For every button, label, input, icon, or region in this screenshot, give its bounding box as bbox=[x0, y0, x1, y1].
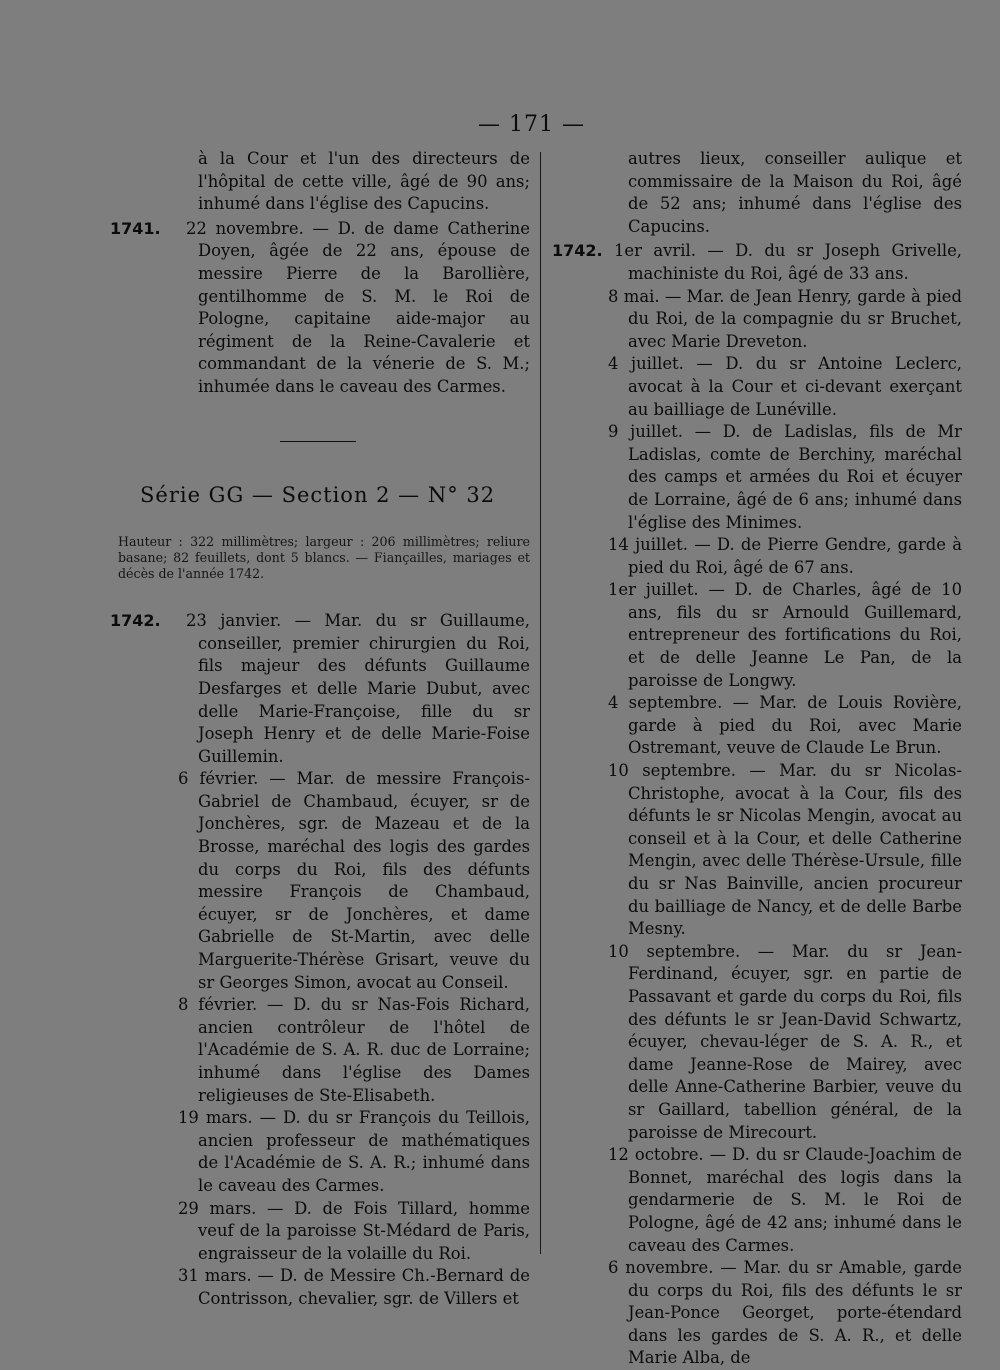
right-column bbox=[552, 148, 962, 1370]
entry-right-8: 10 septembre. — Mar. du sr Jean-Ferdinand, écuyer, sgr. en partie de Passavant et garde du corps du Roi, fils des défunts le sr Jean-David Schwartz, écuyer, chevau-léger de S. A. R., et dame Jeanne-Rose de Mairey, avec delle Anne-Catherine Barbier, veuve du sr Gaillard, tabellion général, de la paroisse de Mirecourt. bbox=[608, 941, 962, 1142]
left-continuation: à la Cour et l'un des directeurs de l'hôpital de cette ville, âgé de 90 ans; inhumé dans l'église des Capucins. bbox=[198, 149, 530, 214]
volume-description: Hauteur : 322 millimètres; largeur : 206 millimètres; reliure basane; 82 feuillets, dont 5 blancs. — Fiançailles, mariages et décès de l'année 1742. bbox=[118, 534, 530, 582]
entry-left-0: 1742. 23 janvier. — Mar. du sr Guillaume, conseiller, premier chirurgien du Roi, fils majeur des défunts Guillaume Desfarges et delle Marie Dubut, avec delle Marie-Françoise, fille du sr Joseph Henry et de delle Marie-Foise Guillemin. bbox=[110, 611, 530, 766]
section-rule bbox=[280, 441, 356, 442]
year-label: 1742. bbox=[552, 241, 603, 261]
entry-left-5: 31 mars. — D. de Messire Ch.-Bernard de Contrisson, chevalier, sgr. de Villers et bbox=[178, 1266, 530, 1308]
entry-1741: 1741. 22 novembre. — D. de dame Catherine Doyen, âgée de 22 ans, épouse de messire Pierre de la Barollière, gentilhomme de S. M. le Roi de Pologne, capitaine aide-major au régiment de la Reine-Cavalerie et commandant de la vénerie de S. M.; inhumée dans le caveau des Carmes. bbox=[110, 218, 530, 396]
left-column bbox=[110, 148, 530, 1311]
year-label: 1741. bbox=[110, 218, 161, 238]
entry-right-10: 6 novembre. — Mar. du sr Amable, garde du corps du Roi, fils des défunts le sr Jean-Ponce Georget, porte-étendard dans les gardes de S. A. R., et delle Marie Alba, de bbox=[608, 1258, 962, 1368]
entry-right-3: 9 juillet. — D. de Ladislas, fils de Mr Ladislas, comte de Berchiny, maréchal des camps et armées du Roi et écuyer de Lorraine, âgé de 6 ans; inhumé dans l'église des Minimes. bbox=[608, 422, 962, 532]
entry-right-9: 12 octobre. — D. du sr Claude-Joachim de Bonnet, maréchal des logis dans la gendarmerie de S. M. le Roi de Pologne, âgé de 42 ans; inhumé dans le caveau des Carmes. bbox=[608, 1145, 962, 1255]
column-divider bbox=[540, 152, 541, 1254]
entry-right-5: 1er juillet. — D. de Charles, âgé de 10 ans, fils du sr Arnould Guillemard, entrepreneur des fortifications du Roi, et de delle Jeanne Le Pan, de la paroisse de Longwy. bbox=[608, 580, 962, 690]
entry-right-4: 14 juillet. — D. de Pierre Gendre, garde à pied du Roi, âgé de 67 ans. bbox=[608, 535, 962, 577]
entry-left-1: 6 février. — Mar. de messire François-Gabriel de Chambaud, écuyer, sr de Jonchères, sgr. de Mazeau et de la Brosse, maréchal des logis des gardes du corps du Roi, fils des défunts messire François de Chambaud, écuyer, sr de Jonchères, et dame Gabrielle de St-Martin, avec delle Marguerite-Thérèse Grisart, veuve du sr Georges Simon, avocat au Conseil. bbox=[178, 769, 530, 992]
entry-right-7: 10 septembre. — Mar. du sr Nicolas-Christophe, avocat à la Cour, fils des défunts le sr Nicolas Mengin, avocat au conseil et à la Cour, et delle Catherine Mengin, avec delle Thérèse-Ursule, fille du sr Nas Bainville, ancien procureur du bailliage de Nancy, et de delle Barbe Mesny. bbox=[608, 761, 962, 939]
page-number: — 171 — bbox=[478, 112, 585, 137]
entry-left-3: 19 mars. — D. du sr François du Teillois, ancien professeur de mathématiques de l'Académie de S. A. R.; inhumé dans le caveau des Carmes. bbox=[178, 1108, 530, 1195]
entry-right-2: 4 juillet. — D. du sr Antoine Leclerc, avocat à la Cour et ci-devant exerçant au bailliage de Lunéville. bbox=[608, 354, 962, 419]
entry-right-6: 4 septembre. — Mar. de Louis Rovière, garde à pied du Roi, avec Marie Ostremant, veuve de Claude Le Brun. bbox=[608, 693, 962, 758]
entry-left-4: 29 mars. — D. de Fois Tillard, homme veuf de la paroisse St-Médard de Paris, engraisseur de la volaille du Roi. bbox=[178, 1198, 530, 1263]
entry-right-0: 1742. 1er avril. — D. du sr Joseph Grivelle, machiniste du Roi, âgé de 33 ans. bbox=[552, 241, 962, 283]
year-label: 1742. bbox=[110, 611, 161, 631]
entry-left-2: 8 février. — D. du sr Nas-Fois Richard, ancien contrôleur de l'hôtel de l'Académie de S. A. R. duc de Lorraine; inhumé dans l'église des Dames religieuses de Ste-Elisabeth. bbox=[178, 995, 530, 1105]
right-continuation: autres lieux, conseiller aulique et commissaire de la Maison du Roi, âgé de 52 ans; inhumé dans l'église des Capucins. bbox=[628, 149, 962, 236]
entry-right-1: 8 mai. — Mar. de Jean Henry, garde à pied du Roi, de la compagnie du sr Bruchet, avec Marie Dreveton. bbox=[608, 286, 962, 351]
series-heading: Série GG — Section 2 — N° 32 bbox=[140, 482, 496, 507]
